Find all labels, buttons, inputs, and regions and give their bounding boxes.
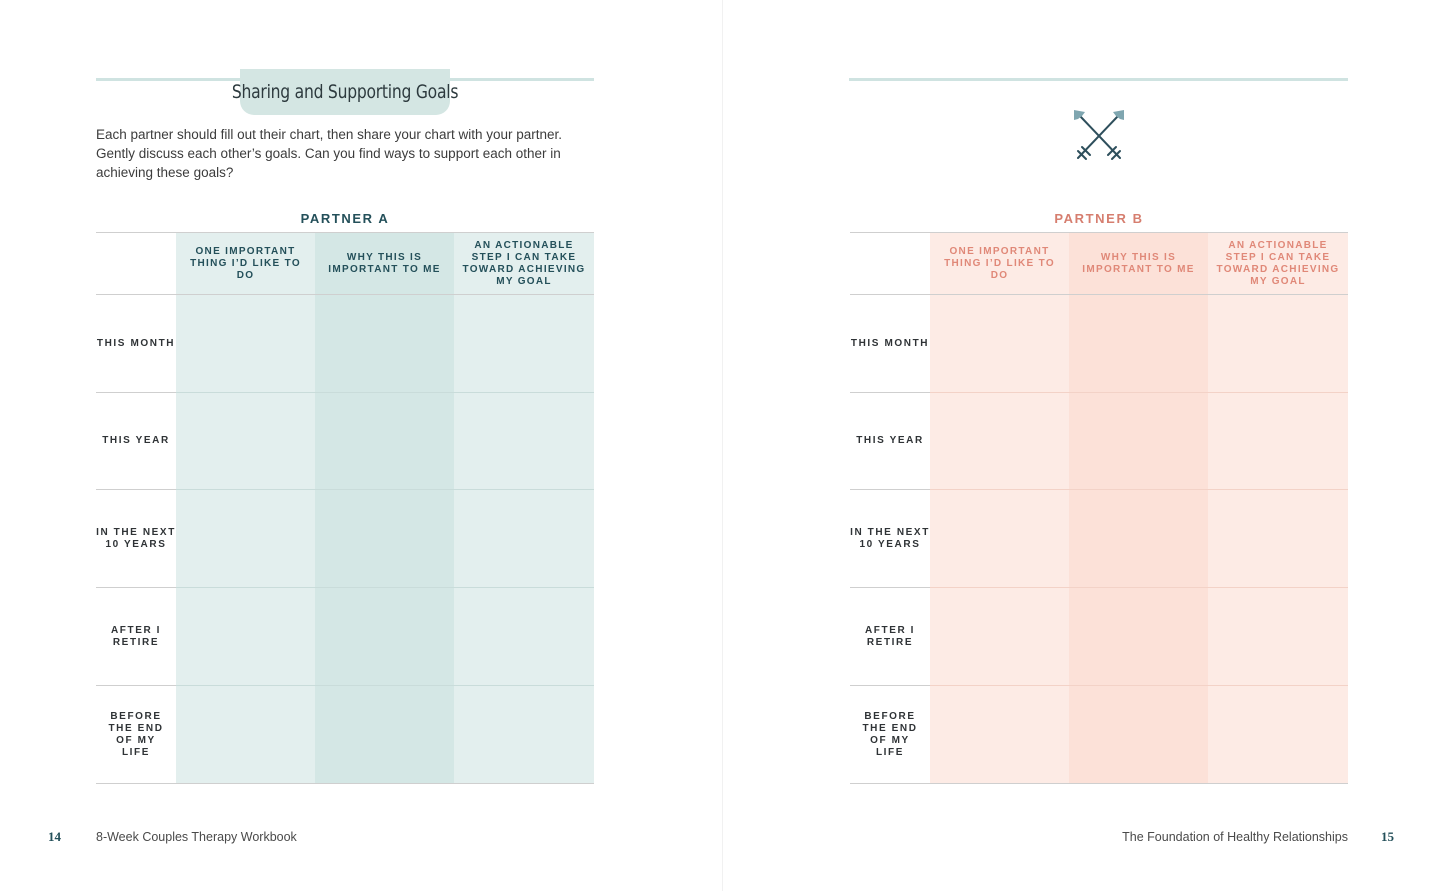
gutter xyxy=(722,0,723,891)
column-shade xyxy=(176,233,315,783)
cell-divider xyxy=(930,392,1348,393)
running-title-right: The Foundation of Healthy Relationships xyxy=(1122,830,1348,844)
column-header: ONE IMPORTANT THING I’D LIKE TO DO xyxy=(944,245,1055,281)
row-label: IN THE NEXT 10 YEARS xyxy=(96,526,176,550)
section-title-tab xyxy=(231,69,459,115)
row-label: AFTER I RETIRE xyxy=(110,624,162,648)
column-shade xyxy=(1069,233,1208,783)
section-title: Sharing and Supporting Goals xyxy=(231,81,459,103)
cell-divider xyxy=(176,489,594,490)
column-header: ONE IMPORTANT THING I’D LIKE TO DO xyxy=(190,245,301,281)
partner-b-chart xyxy=(850,232,1348,784)
column-header: AN ACTIONABLE STEP I CAN TAKE TOWARD ACHIEVING MY GOAL xyxy=(1216,239,1340,287)
row-label: THIS MONTH xyxy=(850,337,930,349)
column-header: WHY THIS IS IMPORTANT TO ME xyxy=(1082,251,1195,275)
intro-paragraph: Each partner should fill out their chart, then share your chart with your partner. Gently discuss each other’s goals. Can you find ways to support each other in achieving these goals? xyxy=(96,127,562,180)
table-rule xyxy=(850,783,1348,784)
crossed-arrows-icon xyxy=(1068,106,1130,166)
column-shade xyxy=(315,233,454,783)
cell-divider xyxy=(930,587,1348,588)
cell-divider xyxy=(930,685,1348,686)
page-number-right: 15 xyxy=(1381,829,1394,844)
column-shade xyxy=(454,233,594,783)
row-label: IN THE NEXT 10 YEARS xyxy=(850,526,930,550)
table-rule xyxy=(96,783,594,784)
column-shade xyxy=(930,233,1069,783)
cell-divider xyxy=(930,489,1348,490)
column-shade xyxy=(1208,233,1348,783)
row-label: AFTER I RETIRE xyxy=(864,624,916,648)
page-number-left: 14 xyxy=(48,829,61,844)
running-title-left: 8-Week Couples Therapy Workbook xyxy=(96,830,297,844)
row-label: THIS YEAR xyxy=(102,435,170,446)
row-label: BEFORE THE END OF MY LIFE xyxy=(108,710,164,758)
column-header: AN ACTIONABLE STEP I CAN TAKE TOWARD ACHIEVING MY GOAL xyxy=(462,239,586,287)
row-label: THIS YEAR xyxy=(856,435,924,446)
partner-a-chart xyxy=(96,232,594,784)
cell-divider xyxy=(176,587,594,588)
row-label: BEFORE THE END OF MY LIFE xyxy=(862,710,918,758)
partner-b-label: PARTNER B xyxy=(1054,211,1144,226)
right-top-rule xyxy=(849,78,1348,81)
cell-divider xyxy=(176,685,594,686)
column-header: WHY THIS IS IMPORTANT TO ME xyxy=(328,251,441,275)
cell-divider xyxy=(176,392,594,393)
row-label: THIS MONTH xyxy=(96,337,176,349)
partner-a-label: PARTNER A xyxy=(300,211,390,226)
